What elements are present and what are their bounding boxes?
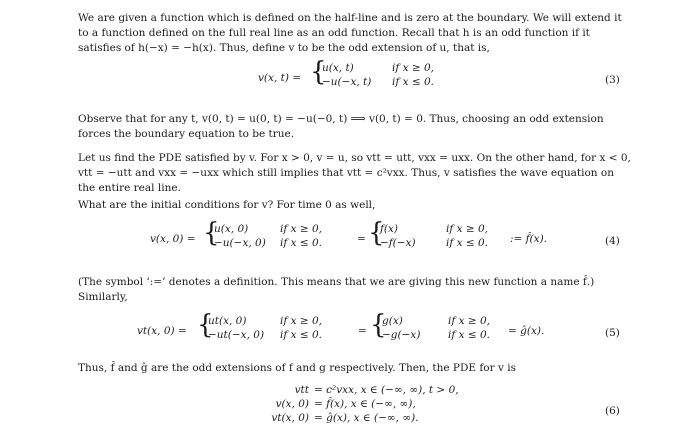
paragraph-summary: Thus, f̂ and ĝ are the odd extensions of f and g respectively. Then, the PDE for v is (78, 362, 516, 374)
eq3-case2-cond: if x ≤ 0. (392, 76, 434, 88)
eq4-rhs: := f̂(x). (510, 233, 548, 245)
paragraph-intro: We are given a function which is defined on the half-line and is zero at the boundary. We will extend it to a function defined on the full real line as an odd function. Recall that h is an odd function if it satisfies of h(−x) = −h(x). Thus, define v to be the odd extension of u, that is, (78, 12, 622, 54)
paragraph-definition: (The symbol ‘:=’ denotes a definition. This means that we are giving this new function a name f̂.) Similarly, (78, 276, 595, 303)
eq5-lhs: vt(x, 0) = (137, 325, 187, 337)
document-page: We are given a function which is defined on the half-line and is zero at the boundary. We will extend it to a function defined on the full real line as an odd function. Recall that h is an odd function if it satisfies of h(−x) = −h(x). Thus, define v to be the odd extension of u, that is, v(x, t) = { u(x, t) if x ≥ 0, −u(−x, t) if x ≤ 0. (3) Observe that for any t, v(0, t) = u(0, t) = −u(−0, t) ⟹ v(0, t) = 0. Thus, choosing an odd extension forces the boundary equation to be true. Let us find the PDE satisfied by v. For x > 0, v = u, so vtt = utt, vxx = uxx. On the other hand, for x < 0, vtt = −utt and vxx = −uxx which still implies that vtt = c²vxx. Thus, v satisfies the wave equation on the entire real line. What are the initial conditions for v? For time 0 as well, v(x, 0) = { u(x, 0) if x ≥ 0, −u(−x, 0) if x ≤ 0. = { f(x) if x ≥ 0, −f(−x) if x ≤ 0. := f̂(x). (4) (The symbol ‘:=’ denotes a definition. This means that we are giving this new function a name f̂.) Similarly, vt(x, 0) = { ut(x, 0) if x ≥ 0, −ut(−x, 0) if x ≤ 0. = { g(x) if x ≥ 0, −g(−x) if x ≤ 0. = ĝ(x). (5) Thus, f̂ and ĝ are the odd extensions of f and g respectively. Then, the PDE for v is vtt v(x, 0) vt(x, 0) = c²vxx, x ∈ (−∞, ∞), t > 0, = f̂(x), x ∈ (−∞, ∞), = ĝ(x), x ∈ (−∞, ∞). (6) (0, 0, 700, 446)
eq6-rhs-column: = c²vxx, x ∈ (−∞, ∞), t > 0, = f̂(x), x ∈ (−∞, ∞), = ĝ(x), x ∈ (−∞, ∞). (314, 384, 459, 424)
eq3-brace: { (310, 57, 327, 87)
eq3-case2-expr: −u(−x, t) (322, 76, 372, 88)
eq5-cases-right: g(x) if x ≥ 0, −g(−x) if x ≤ 0. (382, 315, 490, 341)
eq4-lhs: v(x, 0) = (150, 233, 196, 245)
eq4-cases-right: f(x) if x ≥ 0, −f(−x) if x ≤ 0. (380, 223, 488, 249)
eq5-rhs: = ĝ(x). (508, 325, 545, 337)
eq3-case1-expr: u(x, t) (322, 62, 354, 74)
eq3-lhs: v(x, t) = (258, 72, 302, 84)
eq3-cases (322, 61, 434, 89)
eq3-case1-cond: if x ≥ 0, (392, 62, 434, 74)
eq4-number: (4) (605, 235, 620, 247)
eq5-number: (5) (605, 327, 620, 339)
eq6-number: (6) (605, 405, 620, 417)
paragraph-initial: What are the initial conditions for v? For time 0 as well, (78, 199, 376, 211)
eq5-cases-left: ut(x, 0) if x ≥ 0, −ut(−x, 0) if x ≤ 0. (208, 315, 322, 341)
paragraph-pde: Let us find the PDE satisfied by v. For x > 0, v = u, so vtt = utt, vxx = uxx. On the other hand, for x < 0, vtt = −utt and vxx = −uxx which still implies that vtt = c²vxx. Thus, v satisfies the wave equation on the entire real line. (78, 152, 631, 194)
eq6-lhs-column: vtt v(x, 0) vt(x, 0) (271, 384, 309, 424)
eq3-number: (3) (605, 74, 620, 86)
eq4-cases-left: u(x, 0) if x ≥ 0, −u(−x, 0) if x ≤ 0. (214, 223, 322, 249)
paragraph-boundary: Observe that for any t, v(0, t) = u(0, t) = −u(−0, t) ⟹ v(0, t) = 0. Thus, choosing an odd extension forces the boundary equation to be true. (78, 113, 604, 140)
